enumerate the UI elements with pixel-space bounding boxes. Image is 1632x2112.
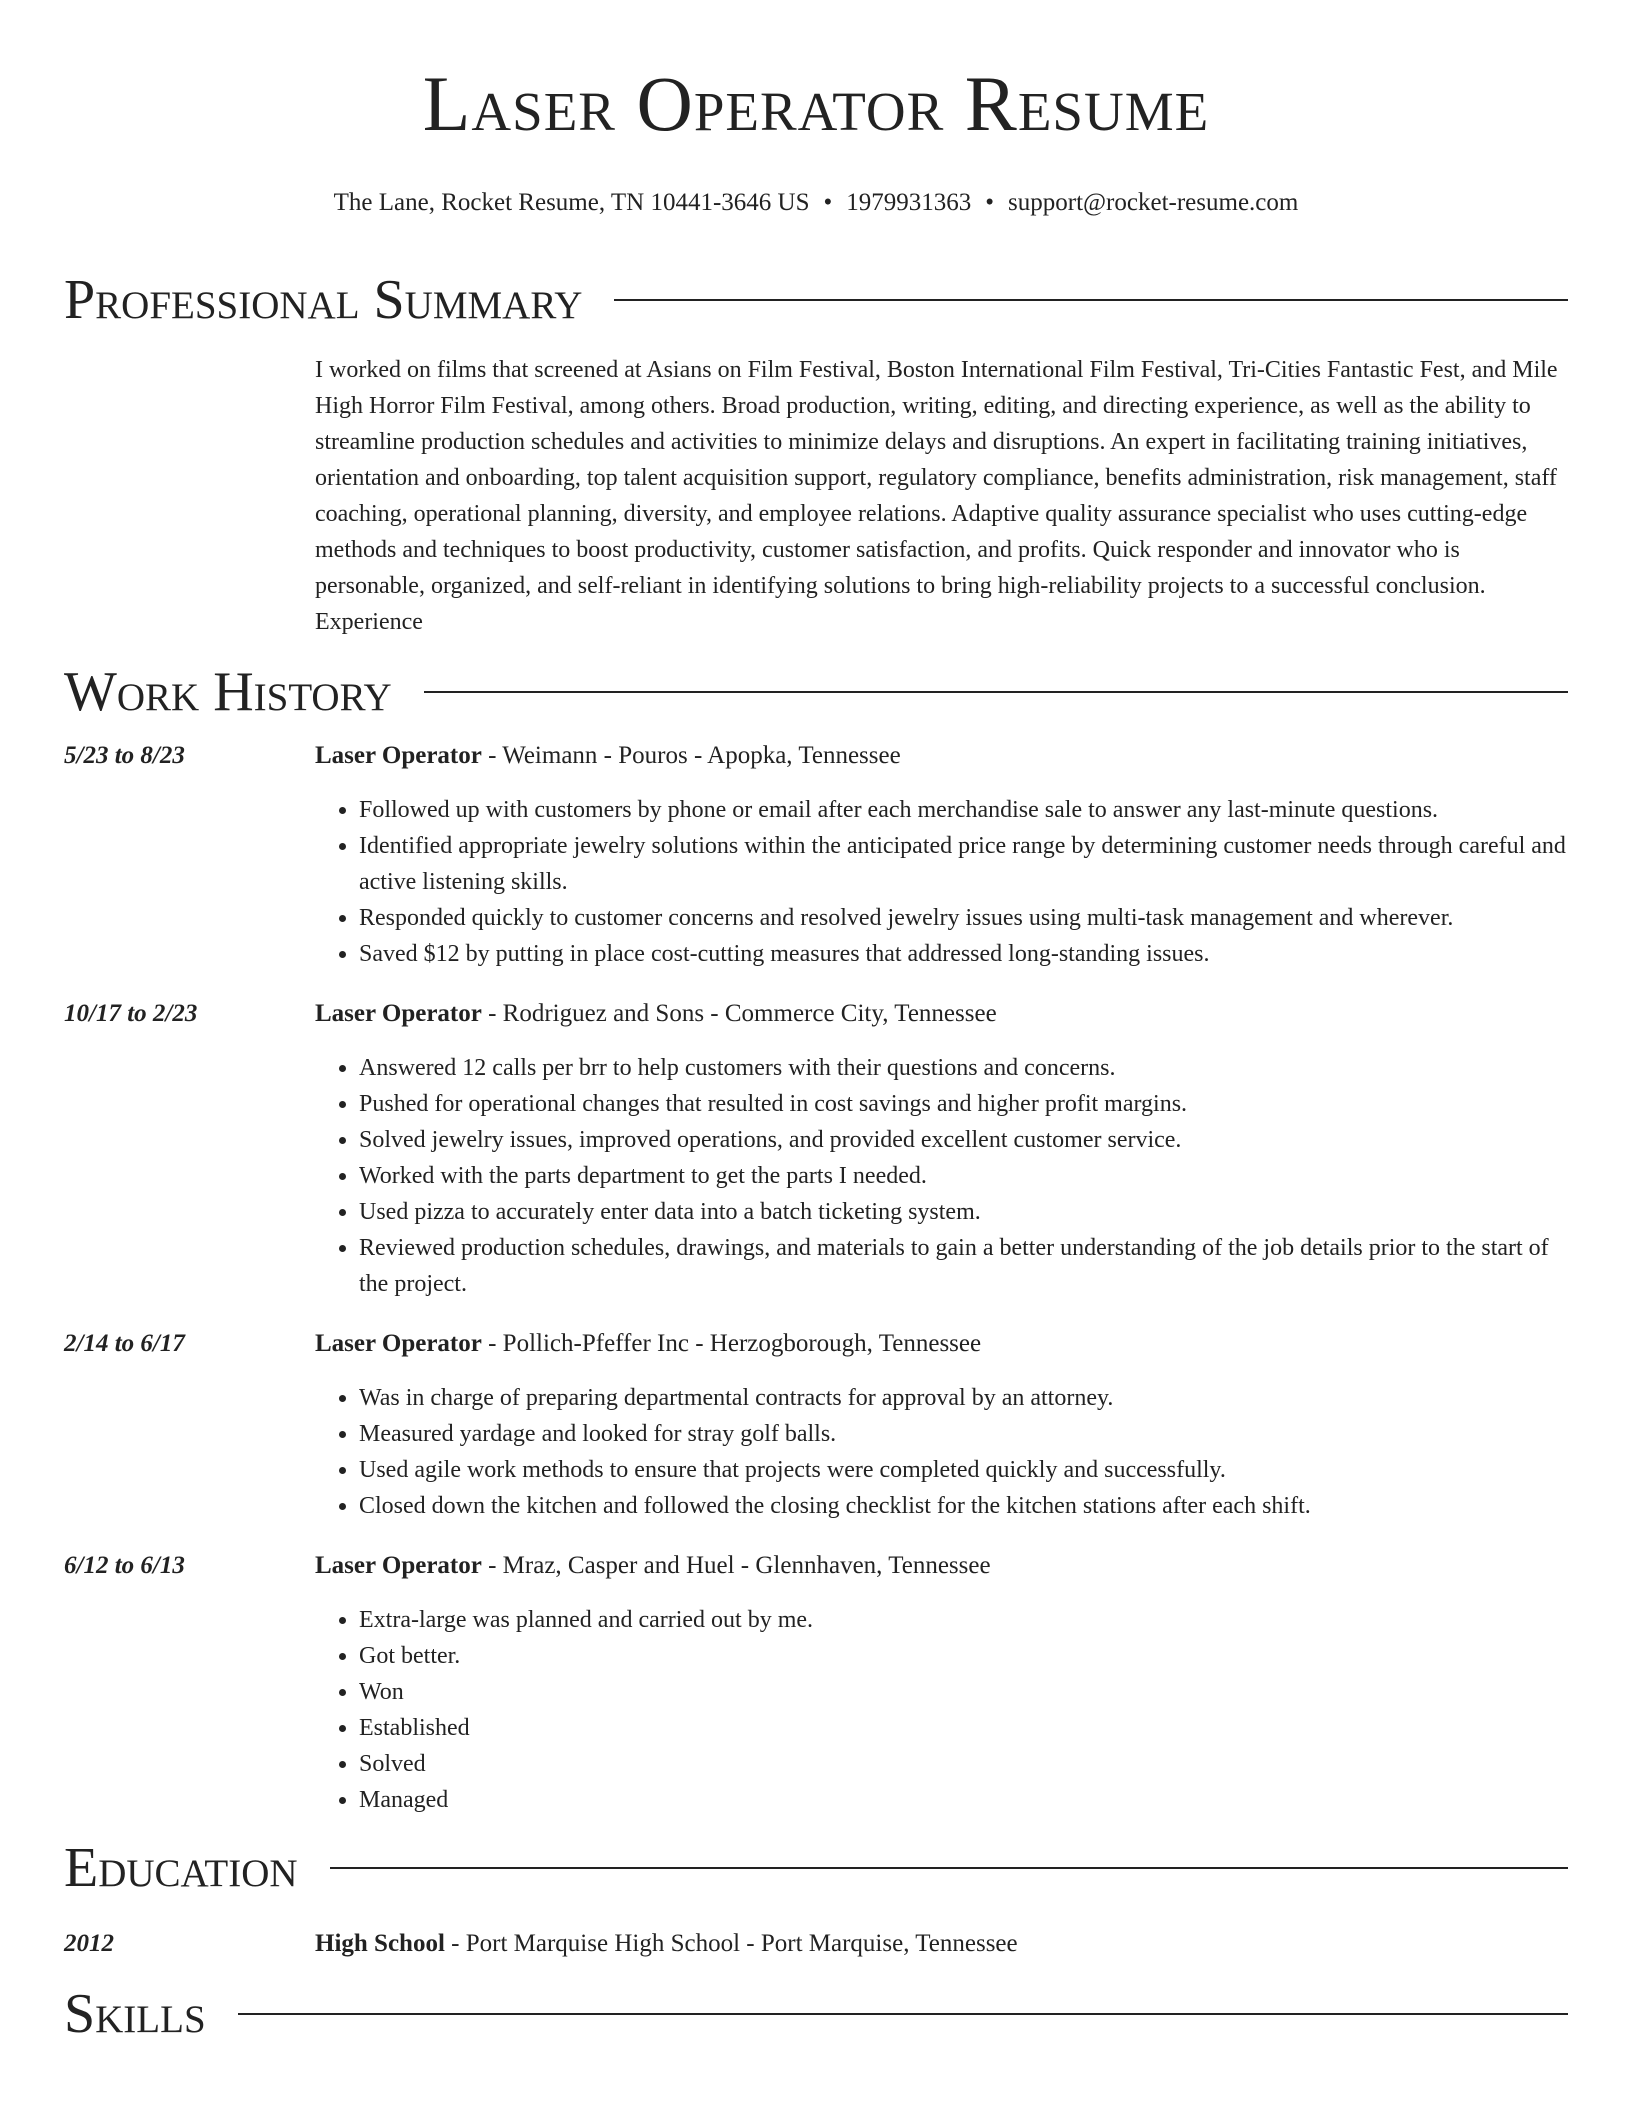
summary-section-header <box>64 270 1568 330</box>
job-employer-location: - Weimann - Pouros - Apopka, Tennessee <box>481 742 901 769</box>
job-bullets-row <box>64 1584 1568 1818</box>
job-dates: 5/23 to 8/23 <box>64 742 185 769</box>
job-bullet: • Followed up with customers by phone or email after each merchandise sale to answer any last-minute questions. <box>359 792 1568 828</box>
job-bullets-container <box>315 1362 1568 1524</box>
job-bullet: • Closed down the kitchen and followed the closing checklist for the kitchen stations after each shift. <box>359 1488 1568 1524</box>
job-entry <box>64 1326 1568 1524</box>
job-header <box>64 1548 1568 1584</box>
job-title-line <box>315 996 1568 1032</box>
job-bullet: • Identified appropriate jewelry solutions within the anticipated price range by determining customer needs through careful and active listening skills. <box>359 828 1568 900</box>
education-school-location: - Port Marquise High School - Port Marquise, Tennessee <box>444 1930 1018 1957</box>
section-divider <box>238 2013 1568 2015</box>
summary-left-spacer <box>64 352 315 640</box>
job-bullet: • Got better. <box>359 1638 1568 1674</box>
job-dates: 6/12 to 6/13 <box>64 1552 185 1579</box>
job-employer-location: - Pollich-Pfeffer Inc - Herzogborough, Tennessee <box>481 1330 982 1357</box>
education-section-header <box>64 1838 1568 1898</box>
job-entry <box>64 1548 1568 1818</box>
job-title-line <box>315 738 1568 774</box>
job-dates: 10/17 to 2/23 <box>64 1000 198 1027</box>
education-degree: High School <box>315 1930 445 1957</box>
job-entry <box>64 996 1568 1302</box>
contact-separator: • <box>823 189 833 216</box>
summary-text: I worked on films that screened at Asians on Film Festival, Boston International Film Festival, Tri-Cities Fantastic Fest, and Mile High Horror Film Festival, among others. Broad production, writing, editing, and directing experience, as well as the ability to streamline production schedules and activities to minimize delays and disruptions. An expert in facilitating training initiatives, orientation and onboarding, top talent acquisition support, regulatory compliance, benefits administration, risk management, staff coaching, operational planning, diversity, and employee relations. Adaptive quality assurance specialist who uses cutting-edge methods and techniques to boost productivity, customer satisfaction, and profits. Quick responder and innovator who is personable, organized, and self-reliant in identifying solutions to bring high-reliability projects to a successful conclusion. Experience <box>315 357 1558 635</box>
job-bullet: • Responded quickly to customer concerns and resolved jewelry issues using multi-task management and wherever. <box>359 900 1568 936</box>
job-bullet: • Used pizza to accurately enter data into a batch ticketing system. <box>359 1194 1568 1230</box>
job-header <box>64 738 1568 774</box>
education-details <box>315 1926 1568 1962</box>
resume-title: Laser Operator Resume <box>422 60 1210 147</box>
job-bullet: • Saved $12 by putting in place cost-cutting measures that addressed long-standing issues. <box>359 936 1568 972</box>
job-title-line <box>315 1326 1568 1362</box>
job-bullet: • Reviewed production schedules, drawings, and materials to gain a better understanding of the job details prior to the start of the project. <box>359 1230 1568 1302</box>
contact-phone: 1979931363 <box>846 189 972 216</box>
job-bullet: • Solved jewelry issues, improved operations, and provided excellent customer service. <box>359 1122 1568 1158</box>
summary-heading: Professional Summary <box>64 269 583 331</box>
job-header <box>64 1326 1568 1362</box>
job-employer-location: - Rodriguez and Sons - Commerce City, Tennessee <box>481 1000 997 1027</box>
job-title: Laser Operator <box>315 1330 482 1357</box>
job-bullet: • Answered 12 calls per brr to help customers with their questions and concerns. <box>359 1050 1568 1086</box>
job-bullets <box>315 1050 1568 1302</box>
skills-heading: Skills <box>64 1983 206 2045</box>
job-bullets-container <box>315 1032 1568 1302</box>
work-section-header <box>64 662 1568 722</box>
job-bullets-row <box>64 1362 1568 1524</box>
job-bullet: • Pushed for operational changes that resulted in cost savings and higher profit margins. <box>359 1086 1568 1122</box>
job-left-spacer <box>64 1032 315 1302</box>
job-left-spacer <box>64 774 315 972</box>
job-bullet: • Worked with the parts department to get the parts I needed. <box>359 1158 1568 1194</box>
job-bullets <box>315 1380 1568 1524</box>
contact-separator: • <box>985 189 995 216</box>
education-entry <box>64 1926 1568 1962</box>
job-bullet: • Established <box>359 1710 1568 1746</box>
education-heading: Education <box>64 1837 298 1899</box>
job-bullet: • Was in charge of preparing departmental contracts for approval by an attorney. <box>359 1380 1568 1416</box>
summary-row <box>64 352 1568 640</box>
contact-email: support@rocket-resume.com <box>1008 189 1299 216</box>
job-bullet: • Used agile work methods to ensure that projects were completed quickly and successfully. <box>359 1452 1568 1488</box>
section-divider <box>614 299 1568 301</box>
job-bullet: • Solved <box>359 1746 1568 1782</box>
job-bullets-container <box>315 1584 1568 1818</box>
job-header <box>64 996 1568 1032</box>
job-bullets-row <box>64 1032 1568 1302</box>
job-employer-location: - Mraz, Casper and Huel - Glennhaven, Tennessee <box>481 1552 991 1579</box>
contact-address: The Lane, Rocket Resume, TN 10441-3646 US <box>333 189 810 216</box>
job-bullet: • Extra-large was planned and carried out by me. <box>359 1602 1568 1638</box>
job-bullets <box>315 1602 1568 1818</box>
job-entry <box>64 738 1568 972</box>
job-list <box>64 738 1568 1818</box>
job-title: Laser Operator <box>315 1000 482 1027</box>
work-heading: Work History <box>64 661 392 723</box>
job-bullets-container <box>315 774 1568 972</box>
education-year: 2012 <box>64 1930 114 1957</box>
job-left-spacer <box>64 1584 315 1818</box>
job-bullet: • Managed <box>359 1782 1568 1818</box>
section-divider <box>424 691 1568 693</box>
job-bullet: • Won <box>359 1674 1568 1710</box>
job-bullets-row <box>64 774 1568 972</box>
skills-section-header <box>64 1984 1568 2044</box>
job-title: Laser Operator <box>315 1552 482 1579</box>
job-left-spacer <box>64 1362 315 1524</box>
job-title: Laser Operator <box>315 742 482 769</box>
job-bullets <box>315 792 1568 972</box>
job-title-line <box>315 1548 1568 1584</box>
contact-line <box>64 188 1568 218</box>
section-divider <box>330 1867 1568 1869</box>
job-dates: 2/14 to 6/17 <box>64 1330 185 1357</box>
job-bullet: • Measured yardage and looked for stray golf balls. <box>359 1416 1568 1452</box>
